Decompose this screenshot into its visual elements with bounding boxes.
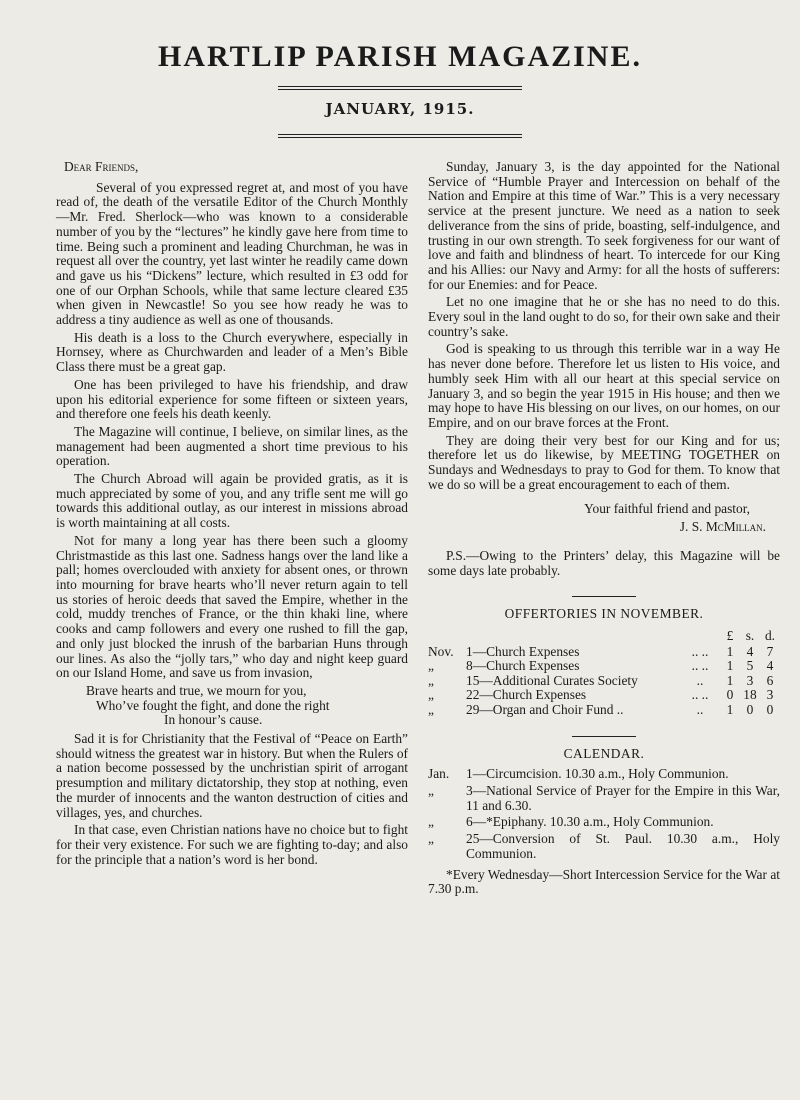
poem-line: In honour’s cause.	[164, 712, 263, 728]
calendar-list	[428, 767, 780, 861]
poem-line: Brave hearts and true, we mourn for you,	[86, 682, 307, 698]
letter-paragraph: Several of you expressed regret at, and most of you have read of, the death of the versatile Editor of the Church Monthly—Mr. Fred. Sherlock—who was known to a considerable number of you by the “lectures” he kindly gave here from time to time. Being such a prominent and leading Churchman, he was in request all over the country, yet last winter he readily came down and gave us his “Dickens” lecture, which resulted in £3 odd for one of our Orphan Schools, while that same lecture cleared £35 when given in Newcastle! So you see how ready he was to address a tiny audience as well as one of thousands.	[56, 179, 408, 328]
currency-header-row	[428, 628, 780, 645]
salutation: Dear Friends,	[64, 159, 139, 174]
rule-bottom	[278, 134, 522, 138]
closing: Your faithful friend and pastor,	[584, 501, 750, 517]
offertory-row	[428, 645, 780, 660]
offertories-title: OFFERTORIES IN NOVEMBER.	[504, 606, 704, 622]
offertory-leaders: .. ..	[691, 658, 709, 674]
calendar-entry	[428, 832, 780, 861]
offertory-leaders: .. ..	[691, 687, 709, 703]
offertory-row	[428, 688, 780, 703]
offertory-pence: 0	[766, 702, 774, 718]
pence-header: d.	[764, 627, 776, 643]
calendar-text: 3—National Service of Prayer for the Empire in this War, 11 and 6.30.	[466, 783, 780, 813]
offertory-month: „	[428, 658, 434, 674]
offertory-description: 29—Organ and Choir Fund ..	[466, 702, 624, 718]
offertory-pounds: 1	[726, 643, 734, 659]
calendar-note: *Every Wednesday—Short Intercession Service for the War at 7.30 p.m.	[428, 866, 780, 897]
offertory-month: „	[428, 672, 434, 688]
offertory-month: Nov.	[428, 643, 454, 659]
pounds-header: £	[726, 627, 734, 643]
offertory-description: 8—Church Expenses	[466, 658, 580, 674]
poem	[56, 684, 408, 728]
offertory-shillings: 4	[746, 643, 754, 659]
poem-line: Who’ve fought the fight, and done the right	[96, 697, 330, 713]
offertory-pounds: 1	[726, 672, 734, 688]
offertory-leaders: ..	[696, 672, 704, 688]
letter-paragraph: In that case, even Christian nations have no choice but to fight for their very existence. For such we are fighting to-day; and also for the principle that a nation’s word is her bond.	[56, 822, 408, 867]
offertory-row	[428, 659, 780, 674]
letter-paragraph: Not for many a long year has there been such a gloomy Christmastide as this last one. Sadness hangs over the land like a pall; homes overclouded with anxiety for absent ones, or thrown into mourning for brave hearts who’ll never return again to tell us stories of heroic deeds that saved the Empire, whether in the cold, muddy trenches of France, or the thin khaki line, where cooks and camp followers and every one rushed to fill the gap, and only just blocked the inrush of the barbarian Huns through our lines. As also the “jolly tars,” who day and night keep guard on our Island Home, and save us from invasion,	[56, 532, 408, 681]
masthead-title: HARTLIP PARISH MAGAZINE.	[158, 40, 642, 73]
offertory-pounds: 1	[726, 658, 734, 674]
offertory-pence: 6	[766, 672, 774, 688]
calendar-entry	[428, 767, 780, 782]
calendar-month: „	[428, 831, 434, 847]
letter-paragraph: Sad it is for Christianity that the Festival of “Peace on Earth” should witness the greatest war in history. But when the Rulers of a nation become possessed by the unchristian spirit of arrogant presumption and military dictatorship, they stop at nothing, even the murder of innocents and the wanton destruction of cities and villages, yes, and churches.	[56, 731, 408, 820]
offertory-pence: 3	[766, 687, 774, 703]
section-divider	[572, 736, 636, 737]
offertory-row	[428, 703, 780, 718]
calendar-month: „	[428, 783, 434, 799]
letter-paragraph: God is speaking to us through this terrible war in a way He has never done before. Therefore let us listen to His voice, and humbly seek Him with all our heart at this special service on January 3, and so begin the year 1915 in His house; and then we may hope to have His blessing on our lives, on our homes, on our Empire, and on our brave forces at the Front.	[428, 341, 780, 430]
shillings-header: s.	[745, 627, 755, 643]
letter-paragraph: His death is a loss to the Church everywhere, especially in Hornsey, where as Churchwarden and leader of a Men’s Bible Class there must be a great gap.	[56, 329, 408, 375]
offertory-pounds: 0	[726, 687, 734, 703]
letter-paragraph: One has been privileged to have his friendship, and draw upon his editorial experience for some fifteen or sixteen years, and therefore one feels his death keenly.	[56, 376, 408, 422]
offertory-shillings: 18	[743, 687, 757, 703]
calendar-text: 1—Circumcision. 10.30 a.m., Holy Communion.	[466, 766, 729, 782]
letter-paragraph: Sunday, January 3, is the day appointed for the National Service of “Humble Prayer and Intercession on behalf of the Nation and Empire at this time of War.” This is a very necessary service at the present juncture. We need as a nation to seek deliverance from the sins of pride, boasting, self-indulgence, and trusting in our own strength. To seek forgiveness for our want of love and faith and blindness of heart. To intercede for our King and his Allies: our Navy and Army: for all the hosts of sufferers: for our Enemies: and for Peace.	[428, 159, 780, 292]
offertories-table	[428, 628, 780, 718]
offertory-shillings: 0	[746, 702, 754, 718]
left-column	[56, 160, 408, 870]
offertory-pence: 4	[766, 658, 774, 674]
offertory-shillings: 3	[746, 672, 754, 688]
offertory-description: 1—Church Expenses	[466, 643, 580, 659]
offertory-month: „	[428, 702, 434, 718]
calendar-month: „	[428, 814, 434, 830]
offertory-leaders: ..	[696, 702, 704, 718]
letter-paragraph: The Magazine will continue, I believe, on similar lines, as the management had been augmented a short time previous to his operation.	[56, 423, 408, 469]
offertory-pence: 7	[766, 643, 774, 659]
calendar-entry	[428, 784, 780, 813]
letter-paragraph: Let no one imagine that he or she has no need to do this. Every soul in the land ought to do so, for their own sake and their country’s sake.	[428, 294, 780, 339]
calendar-entry	[428, 815, 780, 830]
offertory-pounds: 1	[726, 702, 734, 718]
right-column	[428, 160, 780, 897]
offertory-leaders: .. ..	[691, 643, 709, 659]
offertory-row	[428, 674, 780, 689]
offertory-shillings: 5	[746, 658, 754, 674]
letter-paragraph: They are doing their very best for our King and for us; therefore let us do likewise, by MEETING TOGETHER on Sundays and Wednesdays to pray to God for them. To know that we do so will be a great encouragement to each of them.	[428, 432, 780, 492]
offertory-description: 15—Additional Curates Society	[466, 672, 638, 688]
offertory-description: 22—Church Expenses	[466, 687, 587, 703]
calendar-title: CALENDAR.	[563, 745, 645, 761]
postscript: P.S.—Owing to the Printers’ delay, this Magazine will be some days late probably.	[428, 547, 780, 578]
issue-date: JANUARY, 1915.	[325, 100, 475, 118]
offertory-month: „	[428, 687, 434, 703]
calendar-text: 6—*Epiphany. 10.30 a.m., Holy Communion.	[466, 814, 714, 830]
calendar-text: 25—Conversion of St. Paul. 10.30 a.m., Holy Communion.	[466, 831, 780, 861]
section-divider	[572, 596, 636, 597]
calendar-month: Jan.	[428, 766, 450, 782]
letter-paragraph: The Church Abroad will again be provided gratis, as it is much appreciated by some of you, and any trifle sent me will go towards this additional outlay, as our interest in missions abroad is worth maintaining at all costs.	[56, 471, 408, 531]
rule-top	[278, 86, 522, 90]
signature: J. S. McMillan.	[679, 519, 766, 535]
